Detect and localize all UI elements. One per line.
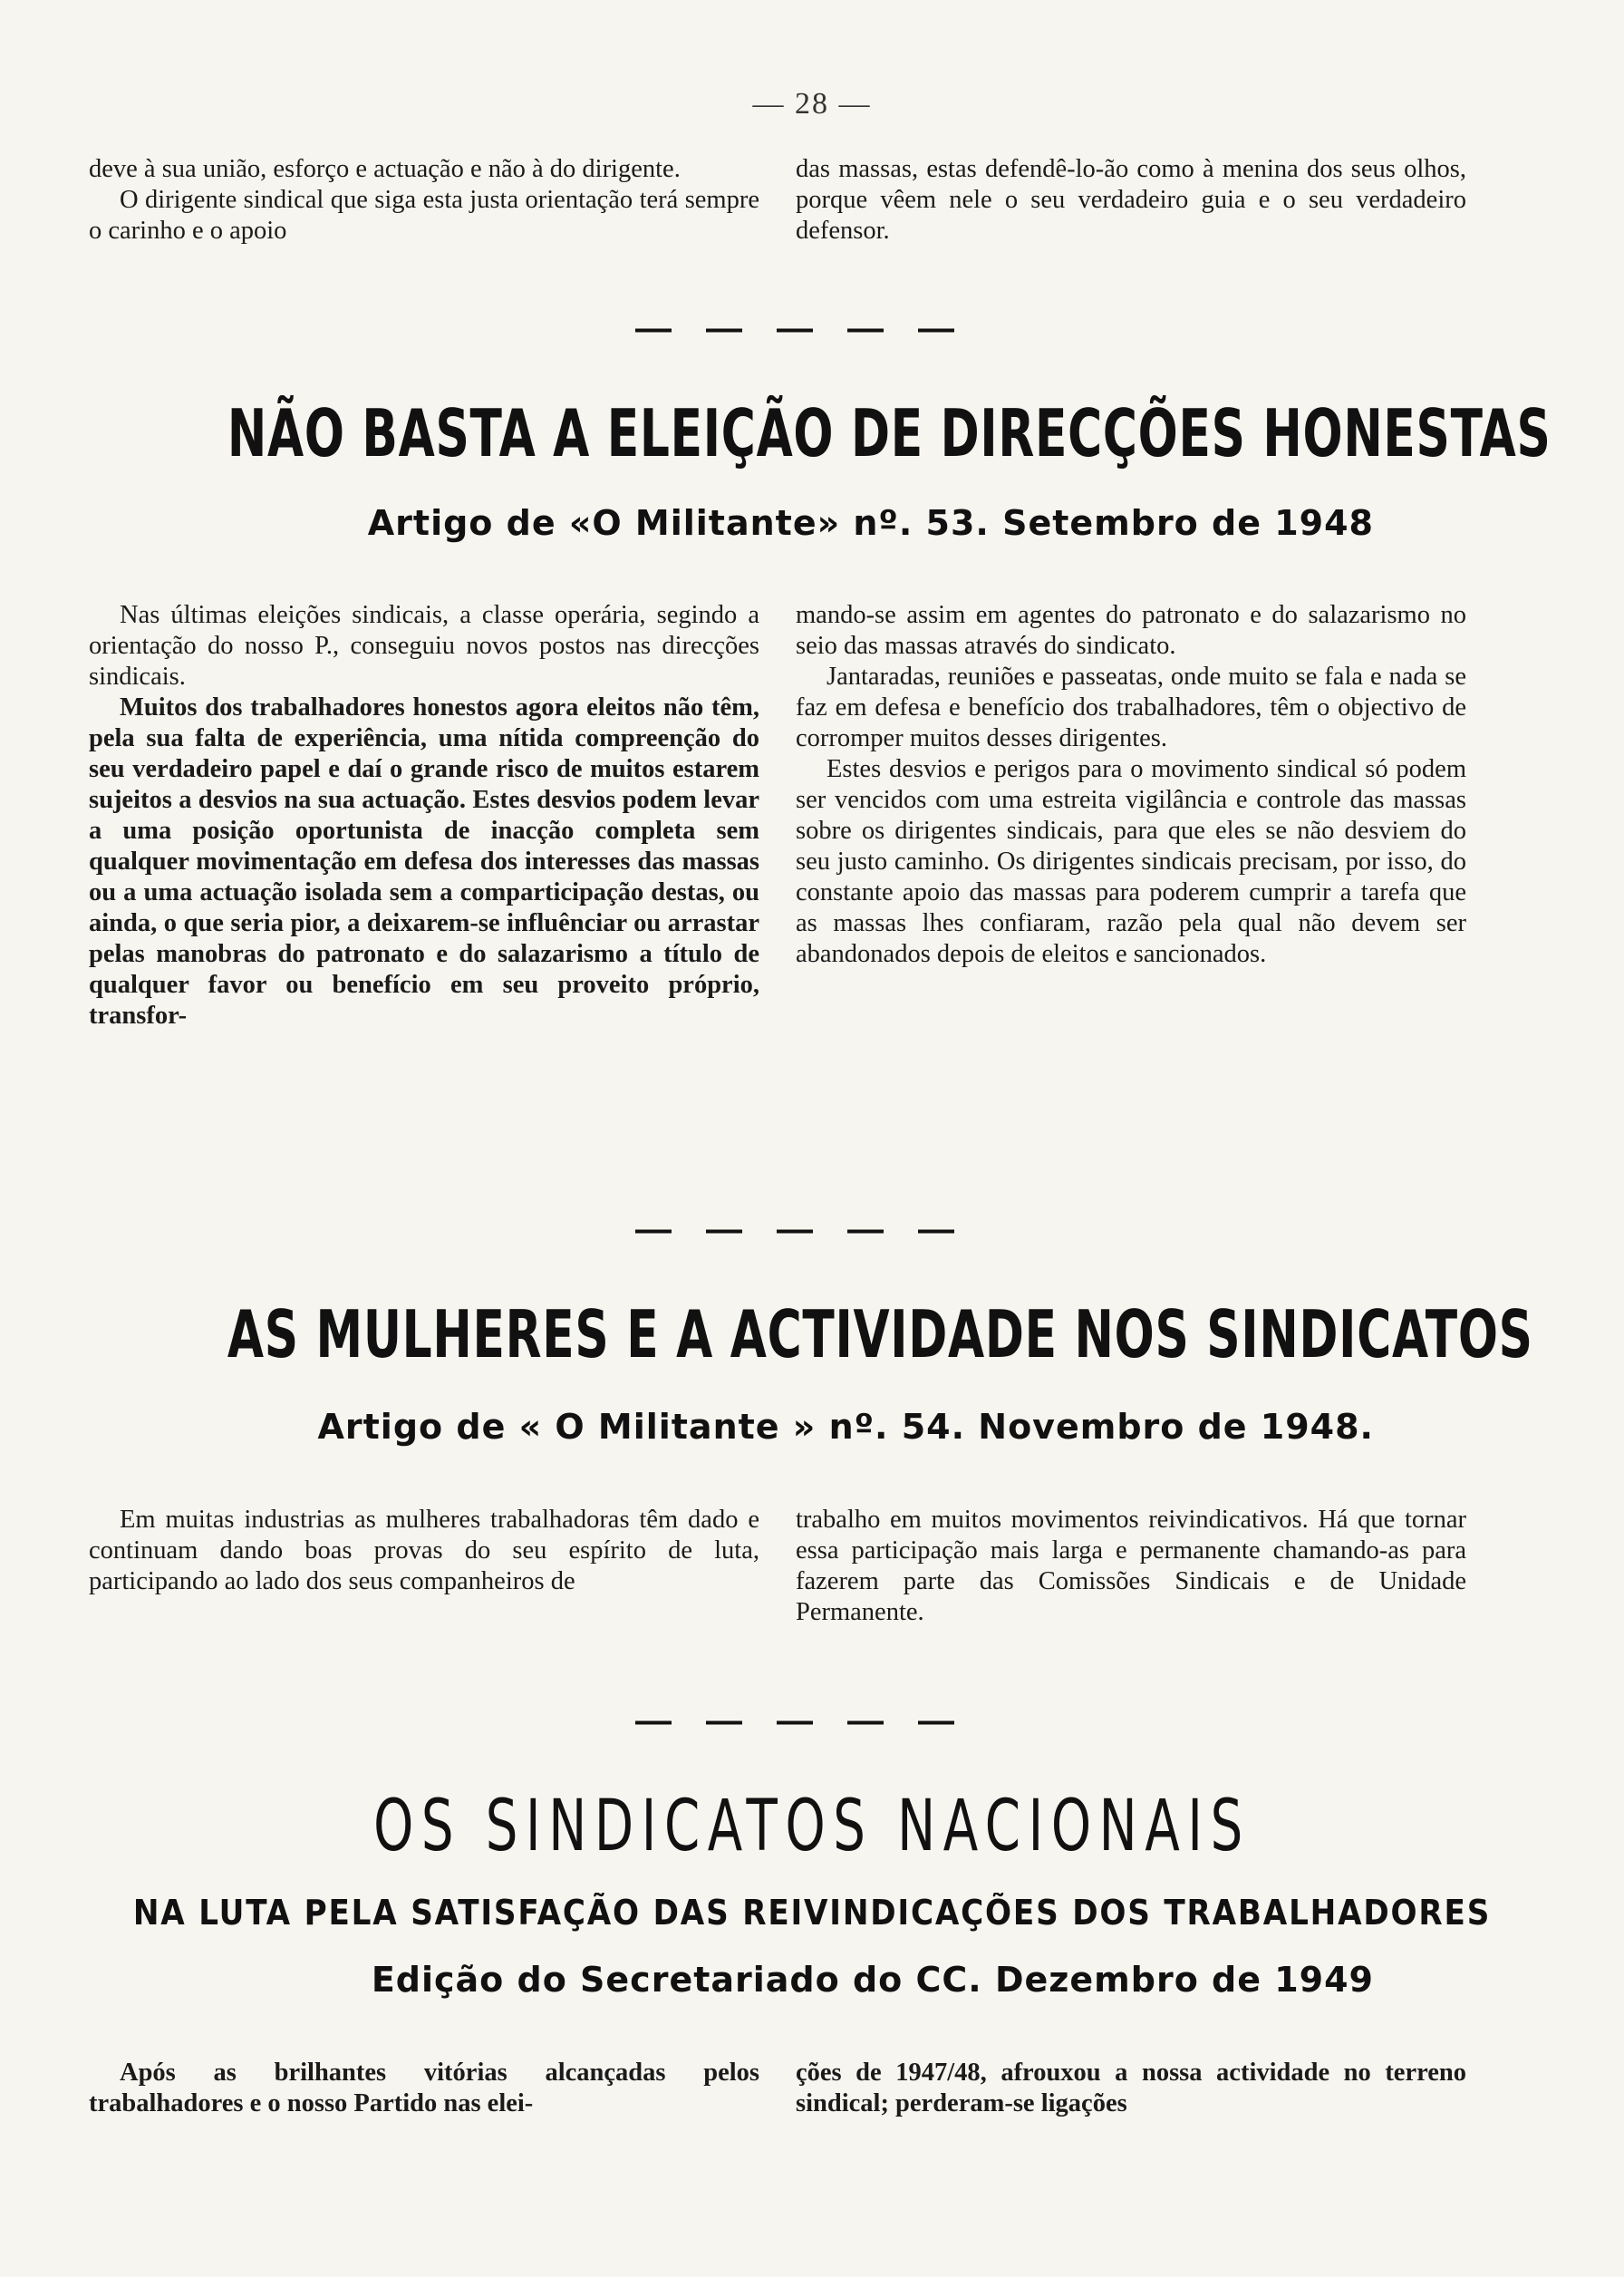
paragraph: ções de 1947/48, afrouxou a nossa actividade no terreno sindical; perderam-se ligações [796,2059,1466,2117]
continuation-columns [89,154,1466,247]
right-column [796,2058,1466,2119]
paragraph: Após as brilhantes vitórias alcançadas pelos trabalhadores e o nosso Partido nas elei- [89,2059,759,2117]
left-column [89,2058,759,2119]
article-columns [89,2058,1466,2119]
paragraph: trabalho em muitos movimentos reivindicativos. Há que tornar essa participação mais larga e permanente chamando-as para fazerem parte das Comissões Sindicais e de Unidade Permanente. [796,1506,1466,1626]
article-byline: Artigo de « O Militante » nº. 54. Novembro de 1948. [317,1407,1374,1447]
left-column [89,154,759,247]
page-number: — 28 — [752,87,872,121]
paragraph: Em muitas industrias as mulheres trabalhadoras têm dado e continuam dando boas provas do seu espírito de luta, participando ao lado dos seus companheiros de [89,1506,759,1595]
article-title: NÃO BASTA A ELEIÇÃO DE DIRECÇÕES HONESTAS [227,395,1552,471]
right-column [796,154,1466,247]
paragraph: Jantaradas, reuniões e passeatas, onde muito se fala e nada se faz em defesa e benefício dos trabalhadores, têm o objectivo de corromper muitos desses dirigentes. [796,663,1466,752]
paragraph: das massas, estas defendê-lo-ão como à menina dos seus olhos, porque vêem nele o seu verdadeiro guia e o seu verdadeiro defensor. [796,155,1466,245]
article-byline: Edição do Secretariado do CC. Dezembro de 1949 [371,1960,1374,2000]
section-divider: ————— [635,1700,989,1740]
article-columns [89,1505,1466,1628]
article-subtitle: NA LUTA PELA SATISFAÇÃO DAS REIVINDICAÇÕES DOS TRABALHADORES [132,1893,1492,1933]
left-column [89,600,759,1032]
paragraph: O dirigente sindical que siga esta justa orientação terá sempre o carinho e o apoio [89,186,759,245]
left-column [89,1505,759,1628]
paragraph: deve à sua união, esforço e actuação e não à do dirigente. [89,155,681,183]
right-column [796,600,1466,1032]
paragraph: Muitos dos trabalhadores honestos agora eleitos não têm, pela sua falta de experiência, uma nítida compreenção do seu verdadeiro papel e daí o grande risco de muitos estarem sujeitos a desvios na sua actuação. Estes desvios podem levar a uma posição oportunista de inacção completa sem qualquer movimentação em defesa dos interesses das massas ou a uma actuação isolada sem a comparticipação destas, ou ainda, o que seria pior, a deixarem-se influênciar ou arrastar pelas manobras do patronato e do salazarismo a título de qualquer favor ou benefício em seu proveito próprio, transfor- [89,693,759,1030]
paragraph: mando-se assim em agentes do patronato e do salazarismo no seio das massas através do sindicato. [796,601,1466,660]
article-title: AS MULHERES E A ACTIVIDADE NOS SINDICATOS [227,1296,1533,1372]
paragraph: Nas últimas eleições sindicais, a classe operária, segindo a orientação do nosso P., conseguiu novos postos nas direcções sindicais. [89,601,759,691]
article-columns [89,600,1466,1032]
section-divider: ————— [635,308,989,348]
right-column [796,1505,1466,1628]
article-title: OS SINDICATOS NACIONAIS [373,1786,1251,1867]
section-divider: ————— [635,1209,989,1249]
paragraph: Estes desvios e perigos para o movimento sindical só podem ser vencidos com uma estreita vigilância e controle das massas sobre os dirigentes sindicais, para que eles se não desviem do seu justo caminho. Os dirigentes sindicais precisam, por isso, do constante apoio das massas para poderem cumprir a tarefa que as massas lhes confiaram, razão pela qual não devem ser abandonados depois de eleitos e sancionados. [796,755,1466,968]
article-byline: Artigo de «O Militante» nº. 53. Setembro de 1948 [367,503,1374,543]
